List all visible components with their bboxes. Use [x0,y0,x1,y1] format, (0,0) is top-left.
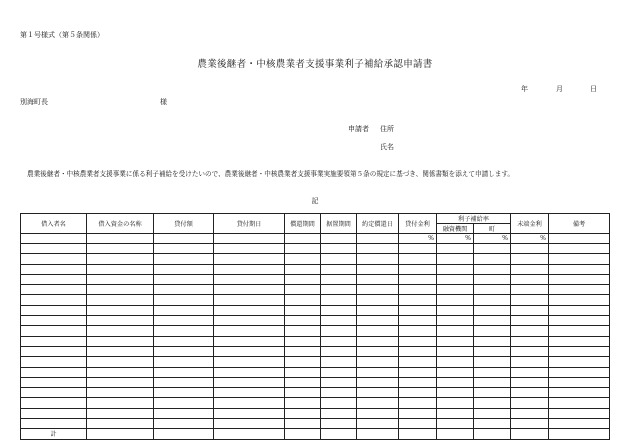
table-cell[interactable] [399,336,437,346]
table-cell[interactable] [87,305,154,315]
table-cell[interactable] [87,408,154,418]
table-cell[interactable] [357,388,399,398]
table-cell[interactable] [549,285,610,295]
table-cell[interactable] [399,367,437,377]
table-cell[interactable] [549,336,610,346]
table-cell[interactable] [285,377,321,387]
total-row [21,429,610,439]
table-cell[interactable] [87,295,154,305]
table-cell[interactable] [549,408,610,418]
table-cell[interactable] [511,316,549,326]
table-cell[interactable] [321,305,357,315]
total-cell[interactable] [437,429,474,439]
form-number: 第１号様式（第５条関係） [20,31,104,39]
table-row [21,244,610,254]
table-cell[interactable] [285,274,321,284]
table-cell[interactable] [21,285,87,295]
table-cell[interactable] [154,398,214,408]
table-cell[interactable] [357,264,399,274]
table-cell[interactable] [357,367,399,377]
table-cell[interactable] [87,336,154,346]
table-cell[interactable] [357,419,399,429]
table-row [21,316,610,326]
table-cell[interactable] [511,398,549,408]
table-cell[interactable] [321,295,357,305]
loan-rate-percent: % [399,234,437,244]
table-cell[interactable] [474,274,511,284]
body-paragraph: 農業後継者・中核農業者支援事業に係る利子補給を受けたいので、農業後継者・中核農業者支援事業実施要領第５条の規定に基づき、関係書類を添えて申請します。 [27,170,515,178]
table-cell[interactable] [214,254,285,264]
table-cell[interactable] [87,285,154,295]
header-outstanding-rate: 末端金利 [511,214,549,234]
total-cell[interactable] [511,429,549,439]
table-row [21,346,610,356]
table-cell[interactable] [511,254,549,264]
table-cell[interactable] [21,264,87,274]
table-row [21,264,610,274]
table-row [21,419,610,429]
table-cell[interactable] [357,346,399,356]
table-cell[interactable] [285,367,321,377]
table-cell[interactable] [87,388,154,398]
table-row [21,398,610,408]
table-cell[interactable] [511,274,549,284]
table-cell[interactable] [285,316,321,326]
table-cell[interactable] [437,295,474,305]
table-cell[interactable] [357,244,399,254]
header-repay-period: 償還期間 [285,214,321,234]
table-cell[interactable] [154,295,214,305]
table-row [21,367,610,377]
table-cell[interactable] [285,398,321,408]
table-cell[interactable] [214,388,285,398]
table-row [21,377,610,387]
table-cell[interactable] [549,244,610,254]
table-cell[interactable] [321,326,357,336]
table-cell[interactable] [511,264,549,274]
percent-row [21,234,610,244]
table-cell[interactable] [321,254,357,264]
table-cell[interactable] [21,398,87,408]
table-cell[interactable] [399,285,437,295]
table-cell[interactable] [437,316,474,326]
table-cell[interactable] [399,408,437,418]
table-cell[interactable] [285,254,321,264]
table-cell[interactable] [474,336,511,346]
table-cell[interactable] [321,377,357,387]
table-cell[interactable] [154,377,214,387]
table-cell[interactable] [474,285,511,295]
table-cell[interactable] [511,295,549,305]
table-cell[interactable] [549,388,610,398]
table-cell[interactable] [214,316,285,326]
table-cell[interactable] [21,326,87,336]
table-cell[interactable] [549,377,610,387]
table-cell[interactable] [87,264,154,274]
table-row [21,388,610,398]
table-row [21,336,610,346]
table-cell[interactable] [357,357,399,367]
table-cell[interactable] [154,419,214,429]
header-loan-date: 貸付期日 [214,214,285,234]
table-cell[interactable] [357,295,399,305]
table-cell[interactable] [285,305,321,315]
table-cell[interactable] [87,367,154,377]
total-cell[interactable] [321,429,357,439]
table-cell[interactable] [21,357,87,367]
header-subsidy-rate: 利子補給率 [437,214,511,224]
table-cell[interactable] [437,264,474,274]
table-cell[interactable] [87,316,154,326]
table-cell[interactable] [437,367,474,377]
table-cell[interactable] [357,408,399,418]
table-cell[interactable] [285,264,321,274]
table-cell[interactable] [511,305,549,315]
table-cell[interactable] [321,398,357,408]
table-cell[interactable] [321,346,357,356]
table-cell[interactable] [437,274,474,284]
header-repay-date: 約定償還日 [357,214,399,234]
table-cell[interactable] [21,419,87,429]
table-cell[interactable] [214,305,285,315]
table-row [21,326,610,336]
table-cell[interactable] [321,367,357,377]
table-row [21,274,610,284]
table-cell[interactable] [399,357,437,367]
table-cell[interactable] [285,326,321,336]
table-cell[interactable] [214,346,285,356]
table-cell[interactable] [437,357,474,367]
addressee-honorific: 様 [160,98,167,106]
table-cell[interactable] [511,244,549,254]
ki-label: 記 [311,197,319,205]
table-cell[interactable] [474,305,511,315]
table-cell[interactable] [549,305,610,315]
table-cell[interactable] [154,346,214,356]
table-row [21,254,610,264]
table-cell[interactable] [87,274,154,284]
table-cell[interactable] [511,408,549,418]
table-cell[interactable] [549,326,610,336]
table-cell[interactable] [321,357,357,367]
table-cell[interactable] [437,336,474,346]
name-label: 氏名 [380,143,394,151]
table-cell[interactable] [87,326,154,336]
table-cell[interactable] [549,274,610,284]
table-cell[interactable] [214,419,285,429]
table-cell[interactable] [87,357,154,367]
table-cell[interactable] [214,274,285,284]
table-cell[interactable] [285,346,321,356]
table-cell[interactable] [357,254,399,264]
total-cell[interactable] [285,429,321,439]
table-cell[interactable] [154,274,214,284]
table-cell[interactable] [399,244,437,254]
table-cell[interactable] [87,346,154,356]
table-cell[interactable] [549,295,610,305]
table-cell[interactable] [357,398,399,408]
table-cell[interactable] [474,254,511,264]
table-cell[interactable] [549,419,610,429]
table-cell[interactable] [437,305,474,315]
table-cell[interactable] [511,388,549,398]
table-cell[interactable] [285,408,321,418]
table-cell[interactable] [399,295,437,305]
table-cell[interactable] [437,398,474,408]
table-cell[interactable] [21,346,87,356]
table-cell[interactable] [154,285,214,295]
table-cell[interactable] [474,419,511,429]
table-cell[interactable] [474,316,511,326]
table-cell[interactable] [214,295,285,305]
table-cell[interactable] [87,244,154,254]
total-label: 計 [21,429,87,439]
table-cell[interactable] [321,274,357,284]
table-cell[interactable] [474,377,511,387]
town-percent: % [474,234,511,244]
table-cell[interactable] [154,357,214,367]
table-row [21,285,610,295]
table-cell[interactable] [549,357,610,367]
table-cell[interactable] [21,254,87,264]
table-cell[interactable] [154,408,214,418]
table-cell[interactable] [474,346,511,356]
table-cell[interactable] [154,388,214,398]
table-cell[interactable] [154,326,214,336]
table-cell[interactable] [357,274,399,284]
table-cell[interactable] [474,357,511,367]
table-cell[interactable] [399,388,437,398]
table-cell[interactable] [214,398,285,408]
header-loan-amount: 貸付額 [154,214,214,234]
date-month-label: 月 [556,85,563,93]
table-cell[interactable] [474,295,511,305]
header-remarks: 備考 [549,214,610,234]
table-cell[interactable] [154,367,214,377]
table-cell[interactable] [399,264,437,274]
table-cell[interactable] [399,274,437,284]
table-cell[interactable] [437,408,474,418]
table-cell[interactable] [437,285,474,295]
table-cell[interactable] [21,305,87,315]
table-cell[interactable] [21,388,87,398]
total-cell[interactable] [474,429,511,439]
table-row [21,295,610,305]
table-cell[interactable] [285,336,321,346]
header-borrower: 借入者名 [21,214,87,234]
table-cell[interactable] [511,346,549,356]
table-cell[interactable] [321,244,357,254]
table-cell[interactable] [511,336,549,346]
total-cell[interactable] [214,429,285,439]
table-cell[interactable] [437,419,474,429]
date-year-label: 年 [521,85,528,93]
table-cell[interactable] [321,264,357,274]
table-cell[interactable] [357,377,399,387]
table-cell[interactable] [154,316,214,326]
table-cell[interactable] [399,377,437,387]
date-day-label: 日 [590,85,597,93]
total-cell[interactable] [87,429,154,439]
table-cell[interactable] [214,244,285,254]
table-row [21,305,610,315]
table-cell[interactable] [214,285,285,295]
address-label: 住所 [380,125,394,133]
table-cell[interactable] [474,326,511,336]
header-grace-period: 据置期間 [321,214,357,234]
subsidy-table [20,213,610,440]
header-fund-name: 借入資金の名称 [87,214,154,234]
table-cell[interactable] [214,408,285,418]
table-cell[interactable] [214,357,285,367]
table-cell[interactable] [321,419,357,429]
table-cell[interactable] [21,316,87,326]
table-cell[interactable] [437,326,474,336]
applicant-label: 申請者 [348,125,369,133]
table-cell[interactable] [285,388,321,398]
table-cell[interactable] [549,316,610,326]
total-cell[interactable] [549,429,610,439]
table-cell[interactable] [437,346,474,356]
table-cell[interactable] [21,244,87,254]
header-town: 町 [474,224,511,234]
table-cell[interactable] [285,244,321,254]
table-cell[interactable] [285,285,321,295]
table-cell[interactable] [474,367,511,377]
table-cell[interactable] [511,419,549,429]
table-cell[interactable] [87,419,154,429]
table-cell[interactable] [321,285,357,295]
table-cell[interactable] [511,326,549,336]
table-cell[interactable] [549,264,610,274]
table-cell[interactable] [87,254,154,264]
total-cell[interactable] [399,429,437,439]
institution-percent: % [437,234,474,244]
table-cell[interactable] [357,336,399,346]
table-cell[interactable] [549,254,610,264]
table-cell[interactable] [21,336,87,346]
table-cell[interactable] [214,326,285,336]
table-cell[interactable] [437,388,474,398]
table-cell[interactable] [357,305,399,315]
table-cell[interactable] [437,244,474,254]
table-cell[interactable] [21,377,87,387]
table-cell[interactable] [21,367,87,377]
table-cell[interactable] [437,254,474,264]
table-cell[interactable] [21,408,87,418]
table-cell[interactable] [154,264,214,274]
table-cell[interactable] [474,264,511,274]
table-cell[interactable] [474,388,511,398]
table-cell[interactable] [285,419,321,429]
table-cell[interactable] [437,377,474,387]
table-cell[interactable] [357,326,399,336]
table-cell[interactable] [21,274,87,284]
table-cell[interactable] [399,316,437,326]
table-cell[interactable] [511,377,549,387]
total-cell[interactable] [154,429,214,439]
table-cell[interactable] [154,254,214,264]
table-cell[interactable] [321,408,357,418]
table-cell[interactable] [285,295,321,305]
addressee-name: 別海町長 [20,98,48,106]
document-title: 農業後継者・中核農業者支援事業利子補給承認申請書 [197,59,433,70]
header-loan-rate: 貸付金利 [399,214,437,234]
table-cell[interactable] [321,316,357,326]
table-cell[interactable] [321,388,357,398]
table-cell[interactable] [399,305,437,315]
header-institution: 融資機関 [437,224,474,234]
table-cell[interactable] [214,336,285,346]
table-cell[interactable] [154,305,214,315]
table-cell[interactable] [214,264,285,274]
table-cell[interactable] [474,398,511,408]
table-cell[interactable] [21,295,87,305]
table-cell[interactable] [399,326,437,336]
table-cell[interactable] [511,285,549,295]
table-cell[interactable] [321,336,357,346]
table-row [21,408,610,418]
table-cell[interactable] [511,367,549,377]
table-cell[interactable] [474,408,511,418]
table-cell[interactable] [549,398,610,408]
table-cell[interactable] [87,377,154,387]
total-cell[interactable] [357,429,399,439]
table-cell[interactable] [399,419,437,429]
table-cell[interactable] [399,346,437,356]
table-cell[interactable] [474,244,511,254]
table-cell[interactable] [154,244,214,254]
table-cell[interactable] [399,398,437,408]
table-cell[interactable] [87,398,154,408]
table-cell[interactable] [154,336,214,346]
outstanding-rate-percent: % [511,234,549,244]
table-row [21,357,610,367]
table-cell[interactable] [357,285,399,295]
table-cell[interactable] [399,254,437,264]
table-cell[interactable] [285,357,321,367]
table-cell[interactable] [357,316,399,326]
table-cell[interactable] [511,357,549,367]
table-cell[interactable] [214,377,285,387]
table-cell[interactable] [549,367,610,377]
table-cell[interactable] [214,367,285,377]
table-cell[interactable] [549,346,610,356]
